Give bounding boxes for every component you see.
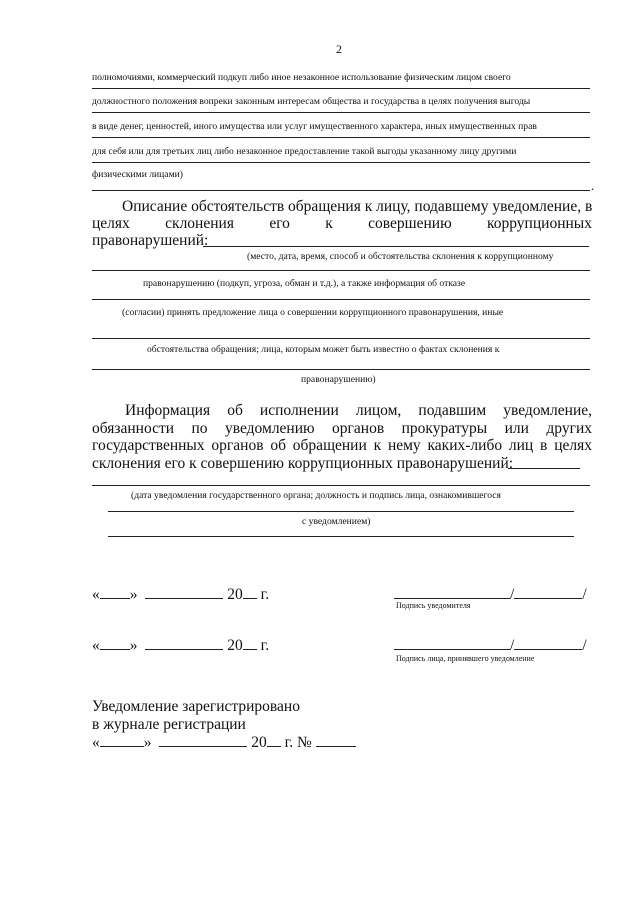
underline-rule [92,112,590,113]
slash: / [510,637,515,654]
section1-caption-4: обстоятельства обращения; лица, которым может быть известно о фактах склонения к [147,344,500,355]
month-blank [145,586,223,599]
section1-line-1: Описание обстоятельств обращения к лицу, подавшему уведомление, в [122,198,593,215]
day-blank [100,637,130,650]
quote-open: « [92,586,100,603]
date-field-2 [92,637,269,655]
year-blank [243,637,257,650]
year-prefix: 20 [227,637,243,654]
year-suffix: г. [260,637,270,654]
word: его [269,215,290,232]
day-blank [100,734,144,747]
quote-close: » [143,734,152,751]
year-prefix: 20 [251,734,267,751]
underline-rule [92,162,590,163]
quote-close: » [129,586,138,603]
section2-line-2: обязанности по уведомлению органов прокуратуры или других [92,420,592,437]
quote-open: « [92,637,100,654]
fill-in-line [508,468,580,469]
word: совершению [368,215,452,232]
underline-rule [92,299,590,300]
underline-rule [108,511,574,512]
day-blank [100,586,130,599]
quote-close: » [129,637,138,654]
section1-caption-5: правонарушению) [301,374,376,385]
underline-rule [92,485,590,486]
registration-date-field [92,734,356,752]
section2-line-3: государственных органов об обращении к нему каких-либо лиц в целях [92,437,592,454]
name-blank [514,586,582,599]
registration-line-2: в журнале регистрации [92,716,246,733]
slash: / [582,637,587,654]
registration-number-label: г. № [284,734,312,751]
word: коррупционных [487,215,592,232]
section1-caption-3: (согласии) принять предложение лица о совершении коррупционного правонарушения, иные [122,307,504,318]
quote-open: « [92,734,100,751]
section1-caption-2: правонарушению (подкуп, угроза, обман и т.д.), а также информация об отказе [143,278,466,289]
signature-blank [394,586,510,599]
section2-caption-2: с уведомлением) [302,516,371,527]
underline-rule [92,88,590,89]
underline-rule [92,338,590,339]
continuation-line-5: физическими лицами) [92,169,183,180]
end-mark: . [591,178,595,193]
section2-line-4: склонения его к совершению коррупционных правонарушений: [92,455,514,472]
section2-caption-1: (дата уведомления государственного органа; должность и подпись лица, ознакомившегося [131,490,501,501]
underline-rule [92,270,590,271]
word: целях [92,215,130,232]
page-number: 2 [336,42,342,56]
slash: / [582,586,587,603]
year-blank [267,734,281,747]
section1-caption-1: (место, дата, время, способ и обстоятельства склонения к коррупционному [247,251,554,262]
fill-in-line [203,246,589,247]
signature-field-2 [394,637,587,655]
registration-number-blank [316,734,356,747]
year-prefix: 20 [227,586,243,603]
word: к [325,215,333,232]
month-blank [159,734,247,747]
continuation-line-2: должностного положения вопреки законным интересам общества и государства в целях получения выгоды [92,96,531,107]
year-suffix: г. [260,586,270,603]
signature-blank [394,637,510,650]
continuation-line-1: полномочиями, коммерческий подкуп либо иное незаконное использование физическим лицом своего [92,72,511,83]
name-blank [514,637,582,650]
signature-caption-1: Подпись уведомителя [396,601,471,610]
underline-rule [92,190,590,191]
month-blank [145,637,223,650]
continuation-line-4: для себя или для третьих лиц либо незаконное предоставление такой выгоды указанному лицу другими [92,146,517,157]
word: склонения [165,215,234,232]
underline-rule [92,369,590,370]
section1-line-2 [92,215,592,233]
slash: / [510,586,515,603]
signature-caption-2: Подпись лица, принявшего уведомление [396,654,535,663]
section1-line-3: правонарушений: [92,232,209,249]
year-blank [243,586,257,599]
continuation-line-3: в виде денег, ценностей, иного имущества или услуг имущественного характера, иных имущественных прав [92,121,537,132]
date-field-1 [92,586,269,604]
underline-rule [92,137,590,138]
registration-line-1: Уведомление зарегистрировано [92,698,300,715]
section2-line-1: Информация об исполнении лицом, подавшим уведомление, [125,402,592,419]
underline-rule [108,536,574,537]
